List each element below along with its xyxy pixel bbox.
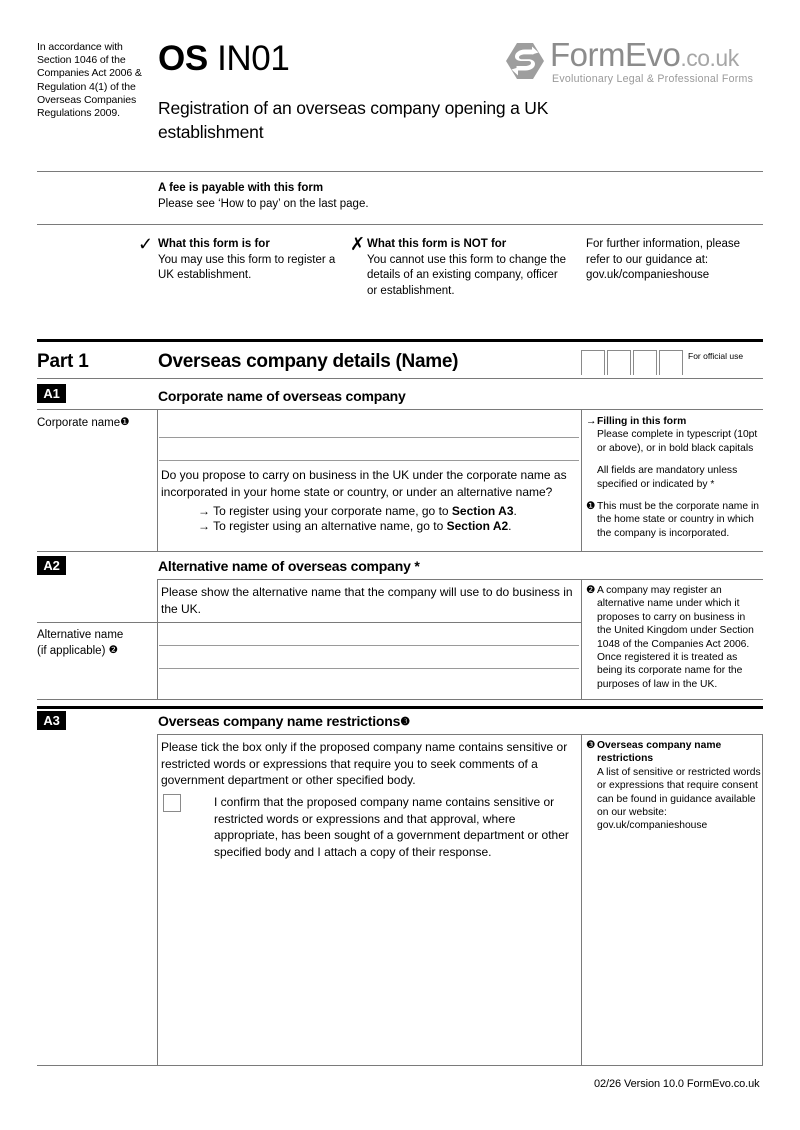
guidance-a2-para1: A company may register an alternative name under which it proposes to carry on business in the United Kingdom under Section 1048 of the Companies Act 2006. Once registered it is treated as being its corporate name for the purposes of law in the UK. bbox=[597, 585, 754, 690]
formevo-logo bbox=[505, 36, 767, 88]
divider-above-fee bbox=[37, 171, 763, 172]
official-use-boxes bbox=[581, 350, 685, 375]
corporate-name-input-line2[interactable] bbox=[159, 460, 579, 461]
alternative-name-input[interactable] bbox=[159, 645, 579, 646]
logo-tld: .co.uk bbox=[680, 45, 739, 71]
a3-instruction: Please tick the box only if the proposed company name contains sensitive or restricted words or expressions that require you to seek comments of a government department or other specified body. bbox=[161, 740, 568, 787]
fee-notice bbox=[158, 181, 578, 212]
name-restriction-checkbox[interactable] bbox=[163, 794, 181, 812]
check-icon: ✓ bbox=[138, 234, 154, 254]
what-form-is-not-for bbox=[367, 237, 567, 299]
a3-right-edge bbox=[762, 734, 763, 1065]
guidance-a3 bbox=[586, 739, 762, 833]
guidance-a1-para2: All fields are mandatory unless specified or indicated by * bbox=[597, 465, 738, 490]
divider-below-a3-title bbox=[157, 734, 763, 735]
what-form-is-not-for-heading: What this form is NOT for bbox=[367, 238, 507, 250]
formevo-hexagon-icon bbox=[505, 42, 545, 80]
a2-label-divider bbox=[157, 579, 158, 699]
arrow-icon: → bbox=[586, 415, 597, 427]
marker-1-icon: ❶ bbox=[120, 416, 130, 428]
official-use-box[interactable] bbox=[581, 350, 605, 375]
form-code-prefix: OS bbox=[158, 39, 208, 78]
section-title-a2: Alternative name of overseas company * bbox=[158, 558, 420, 574]
a1-option-alternative-name: → To register using an alternative name, go to Section A2. bbox=[198, 519, 512, 533]
guidance-a3-para1: A list of sensitive or restricted words or expressions that require consent can be found in guidance available on our website: gov.uk/companieshouse bbox=[597, 766, 761, 832]
marker-2-icon: ❷ bbox=[108, 644, 119, 656]
guidance-a1-para3: This must be the corporate name in the home state or country in which the company is incorporated. bbox=[597, 501, 759, 539]
what-form-is-not-for-body: You cannot use this form to change the details of an existing company, officer or establishment. bbox=[367, 253, 567, 297]
marker-2-icon: ❷ bbox=[586, 584, 596, 596]
guidance-a1-para1: Please complete in typescript (10pt or above), or in bold black capitals bbox=[597, 429, 758, 454]
form-bottom-rule bbox=[37, 1065, 763, 1066]
divider-below-part bbox=[37, 378, 763, 379]
logo-wordmark bbox=[550, 36, 739, 77]
corporate-name-input[interactable] bbox=[159, 437, 579, 438]
what-form-is-for-heading: What this form is for bbox=[158, 238, 270, 250]
part-top-rule bbox=[37, 339, 763, 342]
fee-heading: A fee is payable with this form bbox=[158, 182, 324, 194]
official-use-box[interactable] bbox=[633, 350, 657, 375]
accordance-statement: In accordance with Section 1046 of the Companies Act 2006 & Regulation 4(1) of the Overseas Companies Regulations 2009. bbox=[37, 41, 142, 120]
form-code-number: IN01 bbox=[217, 39, 290, 78]
guidance-a1-heading: Filling in this form bbox=[597, 416, 687, 427]
marker-3-icon: ❸ bbox=[586, 739, 596, 751]
official-use-label: For official use bbox=[688, 351, 744, 361]
guidance-a3-heading-line2: restrictions bbox=[597, 753, 654, 765]
corporate-name-label: Corporate name❶ bbox=[37, 416, 130, 429]
form-code bbox=[158, 39, 289, 79]
divider-below-a2 bbox=[37, 699, 763, 700]
a3-label-divider bbox=[157, 734, 158, 1065]
section-badge-a1: A1 bbox=[37, 384, 66, 403]
guidance-a1 bbox=[586, 415, 762, 540]
logo-name: FormEvo bbox=[550, 36, 681, 73]
alternative-name-label: Alternative name (if applicable) ❷ bbox=[37, 629, 124, 657]
divider-below-a1-title bbox=[37, 409, 763, 410]
name-restriction-checkbox-label: I confirm that the proposed company name contains sensitive or restricted words or expressions and that approval, where appropriate, has been sought of a government department or other specified body and I attach a copy of their response. bbox=[214, 795, 569, 859]
a1-guidance-divider bbox=[581, 410, 582, 551]
guidance-a3-note bbox=[586, 739, 762, 833]
a1-label-divider bbox=[157, 410, 158, 551]
fee-body: Please see ‘How to pay’ on the last page. bbox=[158, 197, 369, 210]
a3-guidance-divider bbox=[581, 734, 582, 1065]
a2-instruction: Please show the alternative name that the company will use to do business in the UK. bbox=[161, 585, 573, 616]
what-form-is-for-body: You may use this form to register a UK establishment. bbox=[158, 253, 336, 281]
divider-below-a2-title bbox=[157, 579, 763, 580]
a1-option-corporate-name: → To register using your corporate name, go to Section A3. bbox=[198, 504, 517, 518]
cross-icon: ✗ bbox=[350, 234, 366, 254]
marker-1-icon: ❶ bbox=[586, 500, 596, 513]
section-title-a1: Corporate name of overseas company bbox=[158, 388, 406, 404]
divider-above-alt-name bbox=[37, 622, 581, 623]
divider-above-a2 bbox=[37, 551, 763, 552]
part-title: Overseas company details (Name) bbox=[158, 351, 459, 372]
section-title-a3: Overseas company name restrictions❸ bbox=[158, 713, 410, 729]
official-use-box[interactable] bbox=[607, 350, 631, 375]
section-badge-a2: A2 bbox=[37, 556, 66, 575]
further-information bbox=[586, 237, 766, 284]
guidance-a2 bbox=[586, 584, 762, 691]
part-label: Part 1 bbox=[37, 351, 89, 372]
page-title: Registration of an overseas company opening a UK establishment bbox=[158, 98, 549, 142]
divider-below-fee bbox=[37, 224, 763, 225]
alternative-name-input-line2[interactable] bbox=[159, 668, 579, 669]
section-badge-a3: A3 bbox=[37, 711, 66, 730]
guidance-a3-heading-line1: Overseas company name bbox=[597, 740, 722, 751]
a2-guidance-divider bbox=[581, 579, 582, 699]
logo-tagline: Evolutionary Legal & Professional Forms bbox=[552, 73, 754, 85]
guidance-a2-note bbox=[586, 584, 762, 691]
official-use-box[interactable] bbox=[659, 350, 683, 375]
what-form-is-for bbox=[158, 237, 343, 284]
guidance-a1-filling bbox=[586, 415, 762, 455]
a1-question: Do you propose to carry on business in the UK under the corporate name as incorporated in your home state or country, or under an alternative name? bbox=[161, 468, 567, 499]
marker-3-icon: ❸ bbox=[400, 716, 410, 728]
further-information-body: For further information, please refer to our guidance at: gov.uk/companieshouse bbox=[586, 238, 741, 281]
footer-version: 02/26 Version 10.0 FormEvo.co.uk bbox=[594, 1078, 760, 1090]
guidance-a1-note bbox=[586, 500, 762, 540]
a3-top-rule bbox=[37, 706, 763, 709]
